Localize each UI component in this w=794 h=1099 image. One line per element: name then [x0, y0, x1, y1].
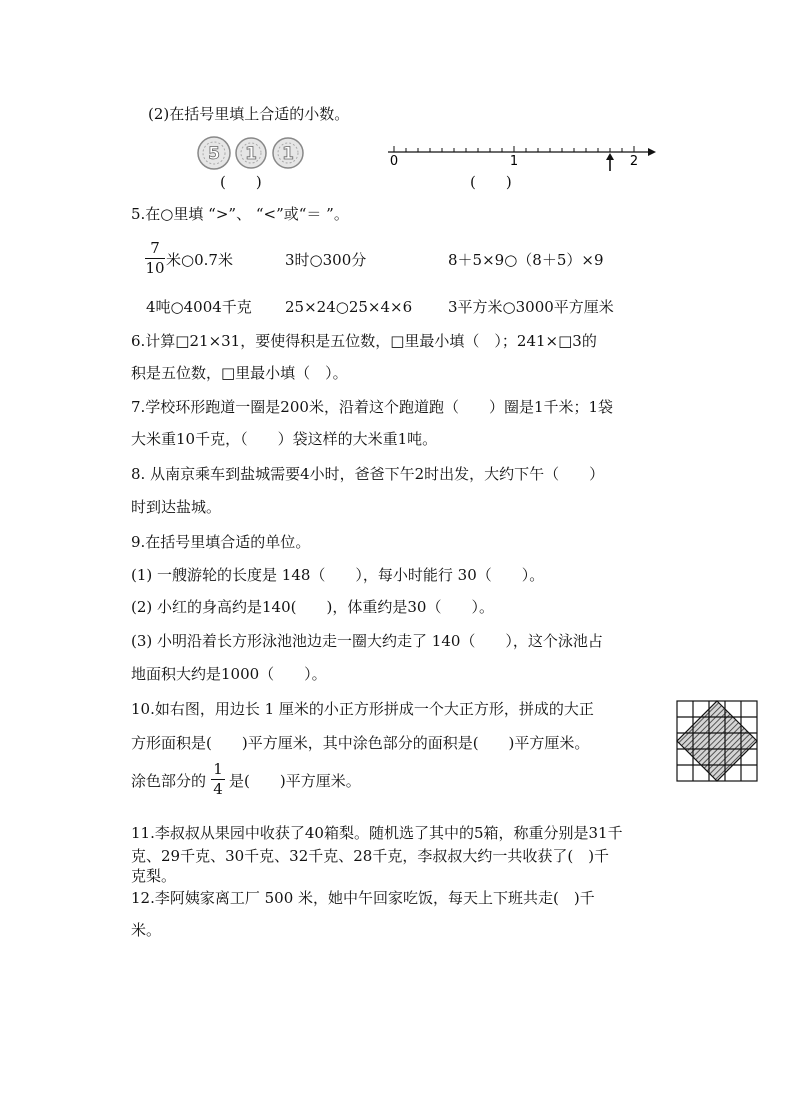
- arrow-right-icon: [648, 148, 656, 156]
- number-line-label-1: 1: [509, 154, 519, 169]
- q10-line-3-pre: 涂色部分的: [131, 772, 207, 790]
- q6-line-2: 积是五位数，□里最小填（ ）。: [131, 364, 348, 382]
- number-line: [382, 140, 658, 180]
- q4-sub2-text: (2)在括号里填上合适的小数。: [148, 105, 350, 123]
- q7-line-1: 7.学校环形跑道一圈是200米，沿着这个跑道跑（ ）圈是1千米；1袋: [131, 398, 614, 416]
- q11-line-2: 克、29千克、30千克、32千克、28千克，李叔叔大约一共收获了( )千: [131, 847, 610, 865]
- coin-5jiao-icon: [198, 137, 230, 169]
- number-line-answer-blank: ( ): [470, 173, 512, 191]
- up-arrow-icon: [606, 153, 614, 171]
- coin-group: [196, 134, 308, 172]
- q7-line-2: 大米重10千克，（ ）袋这样的大米重1吨。: [131, 430, 438, 448]
- q10-fraction-numerator: 1: [213, 760, 223, 778]
- square-grid-figure: [673, 697, 761, 785]
- q5-item-4: 4吨○4004千克: [146, 298, 252, 316]
- q9-item-3-line-1: (3) 小明沿着长方形泳池池边走一圈大约走了 140（ ），这个泳池占: [131, 632, 603, 650]
- q5-item-2: 3时○300分: [285, 251, 367, 269]
- q5-title: 5.在○里填 “>”、 “<”或“＝ ”。: [131, 205, 349, 223]
- q5-fraction-numerator: 7: [150, 239, 160, 257]
- q9-item-1: (1) 一艘游轮的长度是 148（ ），每小时能行 30（ ）。: [131, 566, 545, 584]
- q5-item-3: 8＋5×9○（8＋5）×9: [448, 251, 604, 269]
- coin-value-3: 1: [282, 144, 294, 164]
- q5-item-1: 米○0.7米: [166, 251, 233, 269]
- coin-answer-blank: ( ): [220, 173, 262, 191]
- q9-item-3-line-2: 地面积大约是1000（ ）。: [131, 665, 327, 683]
- q8-line-1: 8. 从南京乘车到盐城需要4小时，爸爸下午2时出发，大约下午（ ）: [131, 465, 605, 483]
- q5-fraction: [145, 240, 165, 277]
- q9-title: 9.在括号里填合适的单位。: [131, 533, 311, 551]
- coin-value-1: 5: [208, 144, 220, 164]
- q12-line-1: 12.李阿姨家离工厂 500 米，她中午回家吃饭，每天上下班共走( )千: [131, 889, 595, 907]
- q12-line-2: 米。: [131, 921, 162, 939]
- q10-line-1: 10.如右图，用边长 1 厘米的小正方形拼成一个大正方形，拼成的大正: [131, 700, 594, 718]
- q5-fraction-denominator: 10: [145, 259, 165, 277]
- q10-line-2: 方形面积是( )平方厘米，其中涂色部分的面积是( )平方厘米。: [131, 734, 590, 752]
- q5-item-5: 25×24○25×4×6: [285, 298, 413, 316]
- q10-fraction: [211, 761, 225, 798]
- q10-line-3-post: 是( )平方厘米。: [229, 772, 361, 790]
- q5-item-6: 3平方米○3000平方厘米: [448, 298, 614, 316]
- q9-item-2: (2) 小红的身高约是140( )，体重约是30（ ）。: [131, 598, 494, 616]
- q10-fraction-denominator: 4: [213, 780, 223, 798]
- q11-line-3: 克梨。: [131, 867, 177, 885]
- number-line-label-2: 2: [629, 154, 639, 169]
- coin-value-2: 1: [245, 144, 257, 164]
- coin-1jiao-icon: [273, 138, 303, 168]
- number-line-label-0: 0: [389, 154, 399, 169]
- q11-line-1: 11.李叔叔从果园中收获了40箱梨。随机选了其中的5箱，称重分别是31千: [131, 824, 623, 842]
- coin-1jiao-icon: [236, 138, 266, 168]
- q6-line-1: 6.计算□21×31，要使得积是五位数，□里最小填（ ）；241×□3的: [131, 332, 597, 350]
- q8-line-2: 时到达盐城。: [131, 498, 222, 516]
